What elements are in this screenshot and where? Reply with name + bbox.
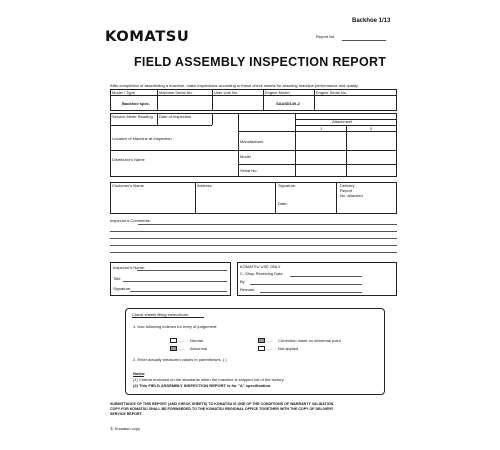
not-applied-check-icon — [258, 346, 265, 351]
instruction-1: 1. Use following indexes for entry of judgement: — [133, 324, 218, 329]
report-title: FIELD ASSEMBLY INSPECTION REPORT — [134, 55, 387, 69]
instructions-heading: Check sheets filling instructions: — [132, 312, 189, 317]
col-engine-model: Engine Model — [265, 90, 290, 95]
model-label: Model — [240, 154, 251, 159]
remark-field[interactable] — [260, 292, 362, 293]
footer-line-2: COPY FOR KOMATSU SHALL BE FORWARDED TO THE KOMATSU REGIONAL OFFICE TOGETHER WITH THE COPY OF DELIVERY — [110, 407, 334, 411]
delivery-label-2: Report — [340, 188, 353, 193]
komatsu-logo: KOMATSU — [105, 29, 190, 45]
date-label: Date: — [278, 201, 288, 206]
comments-line[interactable] — [110, 245, 397, 246]
abnormal-label: Abnormal — [190, 346, 208, 351]
signature-label: Signature: — [278, 183, 297, 188]
delivery-label-1: Delivery — [340, 183, 355, 188]
distributor-label: Distributor's Name — [112, 157, 145, 162]
normal-check-icon — [170, 338, 177, 343]
footer-line-3: SERVICE REPORT. — [110, 412, 143, 416]
delivery-label-3: No. attached — [340, 193, 363, 198]
page: KOMATSU Backhoe 1/13 Report No. FIELD ASSEMBLY INSPECTION REPORT After completion of assembling a machine, make inspections according to these check sheets for assuring machine performance and quality. Model / Type Machine Serial No. User Unit No. Engine Model Engine Serial No. Backhoe spec. SAA6D140-2 Service Meter Reading Date of Inspection Attachment 1 2 Manufacturer Model Serial No. Location of Machine at Inspection Distributor's Name Customer's Name Address Signature: Date: Delivery Report No. attached Inspector's Comments: Inspector's Name: Title: Signature: KOMATSU USE ONLY C. Shop Receiving Date By Remark: Check sheets filling instructions: 1. Use following indexes for entry of judgement: ...... Normal ...... Abnormal ...... Correction made on abnormal point ...... Not applied 2. Enter actually measured values in parentheses. ( ) Notes: (1) Criteria enclosed on the standards when the machine is shipped out of the factory. (2) This FIELD ASSEMBLY INSPECTION REPORT is for "A" specification. SUBMITTANCE OF THIS REPORT (AND CHECK SHEETS) TO KOMATSU IS ONE OF THE CONDITIONS OF WARRANTY VALIDATION. COPY FOR KOMATSU SHALL BE FORWARDED TO THE KOMATSU REGIONAL OFFICE TOGETHER WITH THE COPY OF DELIVERY SERVICE REPORT. ① Komatsu copy — [0, 0, 500, 450]
comments-line[interactable] — [138, 224, 397, 225]
remark-label: Remark: — [240, 287, 256, 292]
corrected-label: Correction made on abnormal point — [278, 338, 341, 343]
report-no-label: Report No. — [316, 34, 336, 39]
comments-line[interactable] — [110, 238, 397, 239]
intro-text: After completion of assembling a machine, make inspections according to these check sheets for assuring machine performance and quality. — [110, 83, 359, 88]
serial-no-label: Serial No. — [240, 168, 258, 173]
inspector-title-field[interactable] — [123, 281, 227, 282]
comments-line[interactable] — [110, 231, 397, 232]
col-engine-serial: Engine Serial No. — [316, 90, 348, 95]
komatsu-use-heading: KOMATSU USE ONLY — [240, 264, 281, 269]
service-meter-label: Service Meter Reading — [112, 114, 153, 119]
abnormal-check-icon — [170, 346, 177, 351]
notes-label: Notes: — [133, 371, 146, 376]
by-field[interactable] — [250, 284, 362, 285]
col-model-type: Model / Type — [112, 90, 135, 95]
note-2: (2) This FIELD ASSEMBLY INSPECTION REPORT is for "A" specification. — [133, 383, 272, 388]
attachment-label: Attachment — [332, 119, 353, 124]
by-label: By — [240, 279, 245, 284]
col-machine-serial: Machine Serial No. — [159, 90, 193, 95]
inspector-signature-field[interactable] — [130, 291, 227, 292]
model-value: Backhoe spec. — [122, 101, 151, 106]
comments-label: Inspector's Comments: — [110, 218, 151, 223]
attachment-col-1: 1 — [320, 126, 323, 131]
document-code: Backhoe 1/13 — [352, 18, 391, 24]
engine-model-value: SAA6D140-2 — [276, 101, 300, 106]
manufacturer-label: Manufacturer — [240, 139, 264, 144]
inspector-name-field[interactable] — [137, 270, 227, 271]
attachment-col-2: 2 — [370, 126, 373, 131]
machine-info-table — [110, 89, 397, 111]
date-inspection-label: Date of Inspection — [159, 114, 192, 119]
instruction-2: 2. Enter actually measured values in parentheses. ( ) — [133, 357, 227, 362]
comments-line[interactable] — [110, 252, 397, 253]
shop-date-field[interactable] — [290, 276, 362, 277]
not-applied-label: Not applied — [278, 346, 299, 351]
col-user-unit: User Unit No. — [214, 90, 239, 95]
normal-label: Normal — [190, 338, 203, 343]
komatsu-copy-label: ① Komatsu copy — [110, 426, 141, 431]
inspector-name-label: Inspector's Name: — [113, 265, 146, 270]
inspector-title-label: Title: — [113, 276, 122, 281]
corrected-check-icon — [258, 338, 265, 343]
report-no-field[interactable] — [342, 40, 386, 41]
inspector-signature-label: Signature: — [113, 286, 132, 291]
customer-name-label: Customer's Name — [112, 183, 144, 188]
shop-date-label: C. Shop Receiving Date — [240, 271, 283, 276]
footer-line-1: SUBMITTANCE OF THIS REPORT (AND CHECK SHEETS) TO KOMATSU IS ONE OF THE CONDITIONS OF WARRANTY VALIDATION. — [110, 402, 335, 406]
note-1: (1) Criteria enclosed on the standards when the machine is shipped out of the factory. — [133, 377, 285, 382]
location-label: Location of Machine at Inspection — [112, 136, 172, 141]
address-label: Address — [197, 183, 212, 188]
